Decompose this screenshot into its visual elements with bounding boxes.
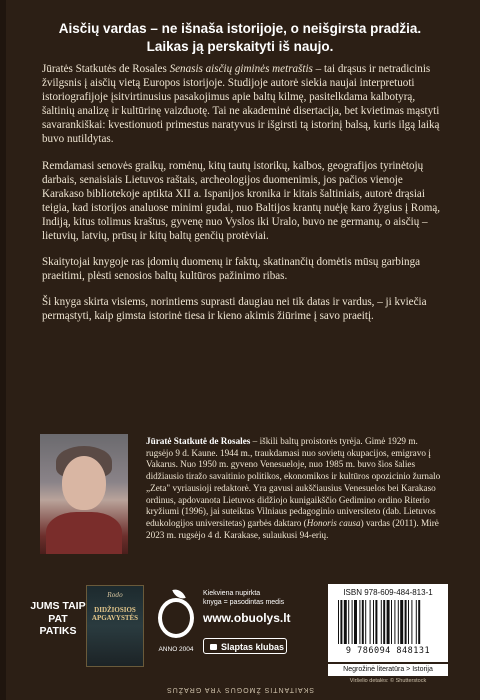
bio-honoris-causa: Honoris causa [306, 517, 361, 528]
description-p1-start: Jūratės Statkutės de Rosales [42, 63, 170, 75]
secret-club-badge[interactable] [203, 638, 287, 654]
also-like-label: JUMS TAIP PAT PATIKS [30, 600, 86, 637]
publisher-logo [156, 588, 196, 658]
spine-edge [0, 0, 6, 700]
bio-text-1: – iškili baltų proistorės tyrėja. Gimė 1929 m. rugsėjo 9 d. Kaune. 1944 m., traukdamasi nuo sovietų okupacijos, emigravo į Vakarus. Nuo 1950 m. gyveno Venesueloje, nuo 1985 m. buvo šios šalies didžiausio tiražo savaitinio politikos, ekonomikos ir kultūros opozicinio žurnalo „Zeta" vyriausioji redaktorė. Yra gavusi aukščiausius Venesuelos bei Karakaso ordinus, apdovanota Lietuvos didžiojo kunigaikščio Gedimino ordino Riterio kryžiumi (1996), jai suteiktas Vilniaus pedagoginio universiteto (dab. Lietuvos edukologijos universitetas) garbės daktaro ( [146, 436, 441, 528]
lock-icon [210, 644, 217, 650]
bio-text-2: ) vardas (2011). Mirė 2023 m. rugsėjo 4 d. Karakase, sulaukusi 94-erių. [146, 517, 439, 540]
mini-book-author: Rodo [107, 592, 123, 599]
description-paragraph-3: Skaitytojai knygoje ras įdomių duomenų ir faktų, skatinančių domėtis mūsų garbinga praeitimi, plėsti senosios baltų kultūros pažinimo ribas. [42, 256, 421, 283]
description-p1-rest: – tai drąsus ir netradicinis žvilgsnis į aisčių vietą Europos istorijoje. Studijoje autorė siekia naujai interpretuoti istoriografijoje įsitvirtinusius pasakojimus apie baltų kilmę, pasitelkdama kalbotyrą, šaltinių analizę ir kultūrinę vaizduotę. Tai ne akademinė disertacija, bet kvietimas mąstyti savarankiškai: kvestionuoti primestus naratyvus ir išgirsti tą istorinį balsą, kuris ilgą laiką buvo nutildytas. [42, 63, 440, 146]
description-paragraph-2: Remdamasi senovės graikų, romėnų, kitų tautų istorikų, kalbos, geografijos tyrinėtojų darbais, senaisiais Lietuvos raštais, archeologijos duomenimis, jos pačios vienoje Karakaso bibliotekoje aptikta XII a. Ispanijos kronika ir kitais šaltiniais, autorė drąsiai teigia, kad istorijos analuose minimi gudai, nuo Baltijos krantų nuėję karo žygius į Romą, Indiją, kitus tolimus kraštus, gyvenę nuo Vyslos iki Uralo, buvo ne germanų, o aisčių – lietuvių, latvių, prūsų ir kitų baltų genčių protėviai. [42, 159, 441, 243]
publisher-website[interactable]: www.obuolys.lt [203, 611, 291, 625]
recommended-book-cover[interactable] [86, 585, 144, 667]
tagline-line-1: Aisčių vardas – ne išnaša istorijoje, o neišgirsta pradžia. [58, 21, 422, 36]
tagline-line-2: Laikas ją perskaityti iš naujo. [146, 39, 334, 54]
publisher-info [203, 590, 313, 625]
description-paragraph-4: Ši knyga skirta visiems, norintiems suprasti daugiau nei tik datas ir vardus, – ji kviečia permąstyti, kaip gimsta istorinė tiesa ir kieno akimis žiūrime į savo praeitį. [42, 296, 427, 323]
barcode-icon [338, 600, 442, 644]
photo-face [62, 456, 106, 510]
mini-book-title: DIDŽIOSIOS APGAVYSTĖS [91, 606, 139, 622]
ean-number: 9 786094 848131 [345, 646, 431, 656]
author-photo [40, 434, 128, 554]
genre-category: Negrožinė literatūra > Istorija [328, 664, 448, 676]
photo-body [46, 512, 122, 554]
slogan-upside-down: SKAITANTIS ŽMOGUS YRA GRAŽUS [166, 686, 314, 693]
author-bio [146, 436, 446, 541]
logo-anno: ANNO 2004 [158, 646, 194, 653]
cover-credit: Viršelio detalės: © Shutterstock [349, 678, 427, 684]
tree-line-2: knyga = pasodintas medis [203, 598, 285, 606]
tree-line-1: Kiekviena nupirkta [203, 590, 261, 597]
author-name: Jūratė Statkutė de Rosales [146, 436, 251, 446]
book-description [42, 62, 446, 336]
club-label: Slaptas klubas [221, 642, 285, 652]
isbn-number: ISBN 978-609-484-813-1 [343, 588, 433, 597]
apple-o-icon [158, 598, 194, 638]
book-title-italic: Senasis aisčių giminės metraštis [169, 63, 313, 75]
barcode-box [328, 584, 448, 662]
tagline [40, 20, 440, 56]
description-paragraph-1 [42, 62, 446, 147]
